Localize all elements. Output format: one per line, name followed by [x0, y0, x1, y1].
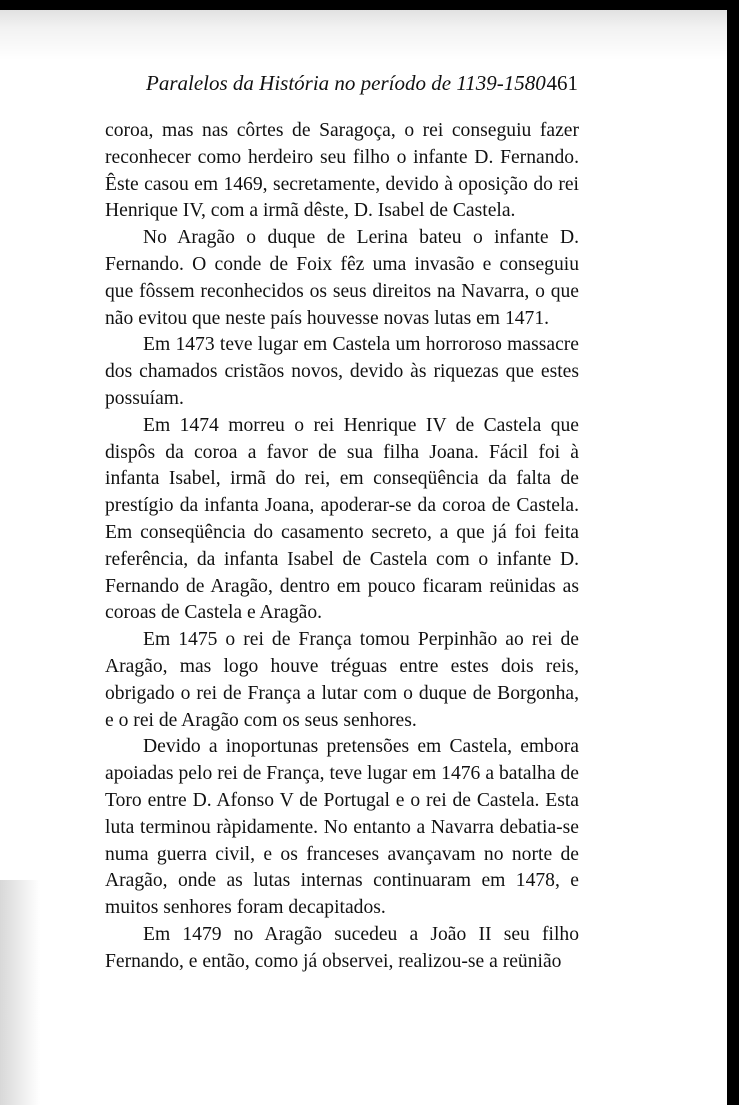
- running-header: [108, 71, 578, 107]
- page-number: 461: [546, 71, 578, 95]
- paragraph-3: Em 1473 teve lugar em Castela um horroroso massacre dos chamados cristãos novos, devido às riquezas que estes possuíam.: [105, 334, 579, 409]
- paragraph-6: Devido a inoportunas pretensões em Castela, embora apoiadas pelo rei de França, teve lugar em 1476 a batalha de Toro entre D. Afonso V de Portugal e o rei de Castela. Esta luta terminou ràpidamente. No entanto a Navarra debatia-se numa guerra civil, e os franceses avançavam no norte de Aragão, onde as lutas internas continuaram em 1478, e muitos senhores foram decapitados.: [105, 736, 579, 919]
- running-title: Paralelos da História no período de 1139-1580: [146, 71, 546, 95]
- paragraph-4: Em 1474 morreu o rei Henrique IV de Castela que dispôs da coroa a favor de sua filha Joana. Fácil foi à infanta Isabel, irmã do rei, em conseqüência da falta de prestígio da infanta Joana, apoderar-se da coroa de Castela. Em conseqüência do casamento secreto, a que já foi feita referência, da infanta Isabel de Castela com o infante D. Fernando de Aragão, dentro em pouco ficaram reünidas as coroas de Castela e Aragão.: [105, 414, 579, 624]
- scan-top-edge: [0, 0, 739, 10]
- paragraph-5: Em 1475 o rei de França tomou Perpinhão ao rei de Aragão, mas logo houve tréguas entre estes dois reis, obrigado o rei de França a lutar com o duque de Borgonha, e o rei de Aragão com os seus senhores.: [105, 629, 579, 731]
- scan-left-shadow: [0, 880, 40, 1105]
- paragraph-7: Em 1479 no Aragão sucedeu a João II seu filho Fernando, e então, como já observei, realizou-se a reünião: [105, 923, 579, 972]
- paragraph-1: coroa, mas nas côrtes de Saragoça, o rei conseguiu fazer reconhecer como herdeiro seu filho o infante D. Fernando. Êste casou em 1469, secretamente, devido à oposição do rei Henrique IV, com a irmã dêste, D. Isabel de Castela.: [105, 120, 579, 222]
- body-text: [105, 118, 579, 976]
- scan-right-edge: [727, 0, 739, 1105]
- paragraph-2: No Aragão o duque de Lerina bateu o infante D. Fernando. O conde de Foix fêz uma invasão e conseguiu que fôssem reconhecidos os seus direitos na Navarra, o que não evitou que neste país houvesse novas lutas em 1471.: [105, 227, 579, 329]
